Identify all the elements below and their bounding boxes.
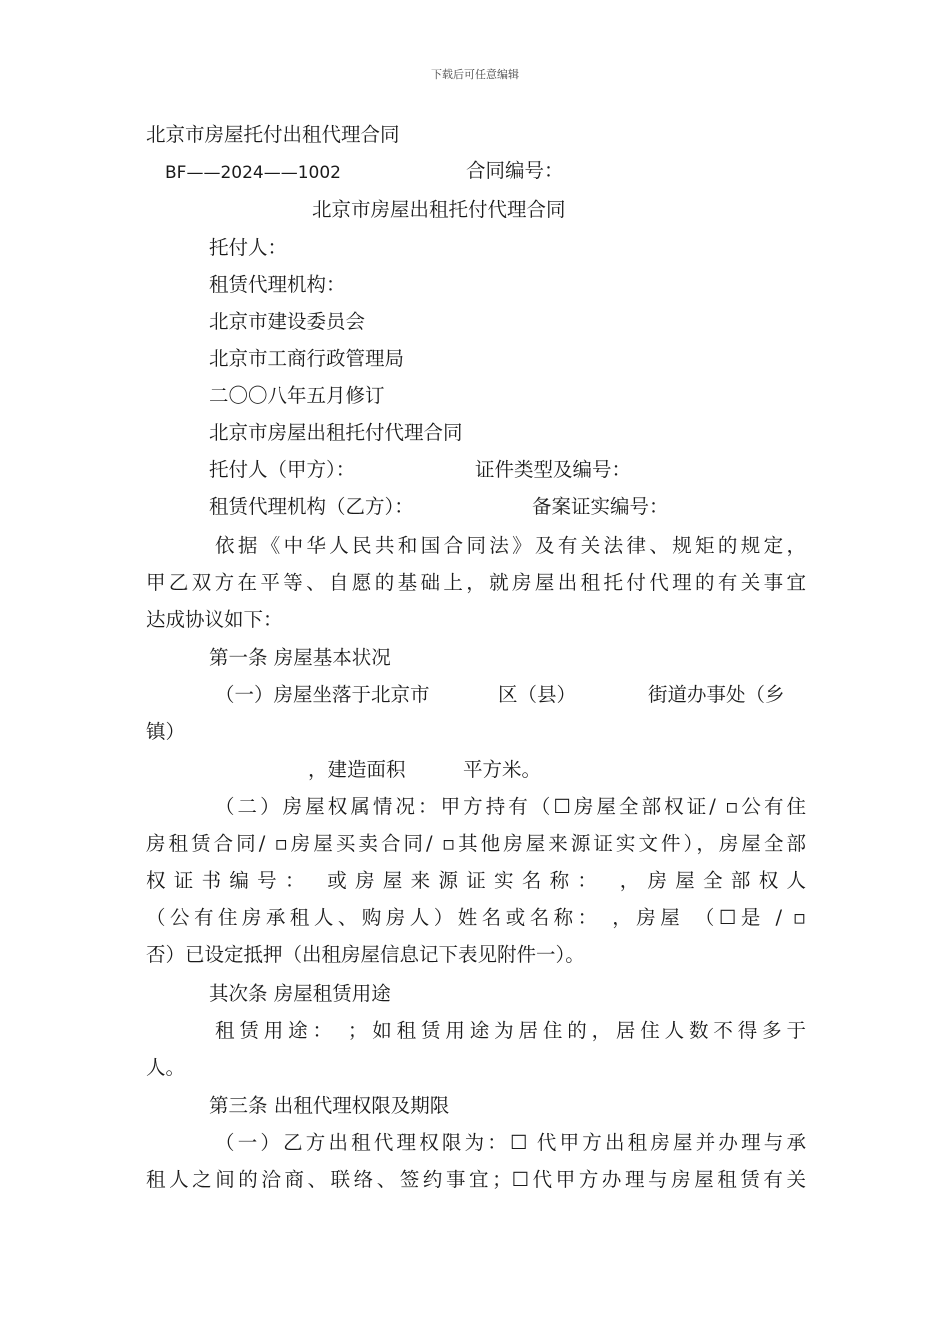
party-b-label: 租赁代理机构（乙方）： (209, 495, 414, 518)
article-2-line-2: 人。 (146, 1056, 186, 1079)
article-1-item-2-line-1: （二）房屋权属情况：甲方持有（☐房屋全部权证/ ▫公有住 (215, 795, 806, 818)
article-2-line-1: 租赁用途： ；如租赁用途为居住的，居住人数不得多于 (215, 1019, 806, 1042)
article-1-item-1-part-a: （一）房屋坐落于北京市 (215, 683, 430, 706)
cover-agency: 租赁代理机构： (209, 273, 346, 296)
doc-title: 北京市房屋托付出租代理合同 (146, 123, 400, 146)
article-2-heading: 其次条 房屋租赁用途 (209, 982, 391, 1005)
party-a-label: 托付人（甲方）： (209, 458, 356, 481)
cover-issuer-2: 北京市工商行政管理局 (209, 347, 405, 370)
preamble-line-1: 依据《中华人民共和国合同法》及有关法律、规矩的规定， (215, 534, 806, 557)
cover-client: 托付人： (209, 236, 288, 259)
cover-title-repeat: 北京市房屋出租托付代理合同 (209, 421, 463, 444)
article-1-heading: 第一条 房屋基本状况 (209, 646, 391, 669)
article-1-item-1-part-d: 镇） (146, 720, 186, 743)
preamble-line-3: 达成协议如下： (146, 608, 283, 631)
contract-no-label: 合同编号： (466, 159, 564, 182)
article-1-item-2-line-4: （公有住房承租人、购房人）姓名或名称： ，房屋 （☐是 / ▫ (146, 906, 806, 929)
article-3-line-1: （一）乙方出租代理权限为：☐ 代甲方出租房屋并办理与承 (215, 1131, 806, 1154)
article-1-item-1-part-f: 平方米。 (463, 758, 542, 781)
article-3-line-2: 租人之间的洽商、联络、签约事宜；☐代甲方办理与房屋租赁有关 (146, 1168, 806, 1191)
article-1-item-2-line-3: 权证书编号： 或房屋来源证实名称： ，房屋全部权人 (146, 869, 806, 892)
article-1-item-2-line-5: 否）已设定抵押（出租房屋信息记下表见附件一）。 (146, 943, 585, 966)
article-1-item-2-line-2: 房租赁合同/ ▫房屋买卖合同/ ▫其他房屋来源证实文件），房屋全部 (146, 832, 806, 855)
article-3-heading: 第三条 出租代理权限及期限 (209, 1094, 450, 1117)
cover-issuer-1: 北京市建设委员会 (209, 310, 366, 333)
preamble-line-2: 甲乙双方在平等、自愿的基础上，就房屋出租托付代理的有关事宜 (146, 571, 806, 594)
article-1-item-1-part-e: ，建造面积 (308, 758, 406, 781)
doc-code: BF——2024——1002 (165, 163, 341, 183)
header-note: 下载后可任意编辑 (431, 68, 519, 81)
center-title: 北京市房屋出租托付代理合同 (312, 198, 566, 221)
cover-revision: 二〇〇八年五月修订 (209, 384, 385, 407)
party-b-id-label: 备案证实编号： (532, 495, 669, 518)
article-1-item-1-part-b: 区（县） (498, 683, 577, 706)
party-a-id-label: 证件类型及编号： (475, 458, 632, 481)
article-1-item-1-part-c: 街道办事处（乡 (648, 683, 785, 706)
